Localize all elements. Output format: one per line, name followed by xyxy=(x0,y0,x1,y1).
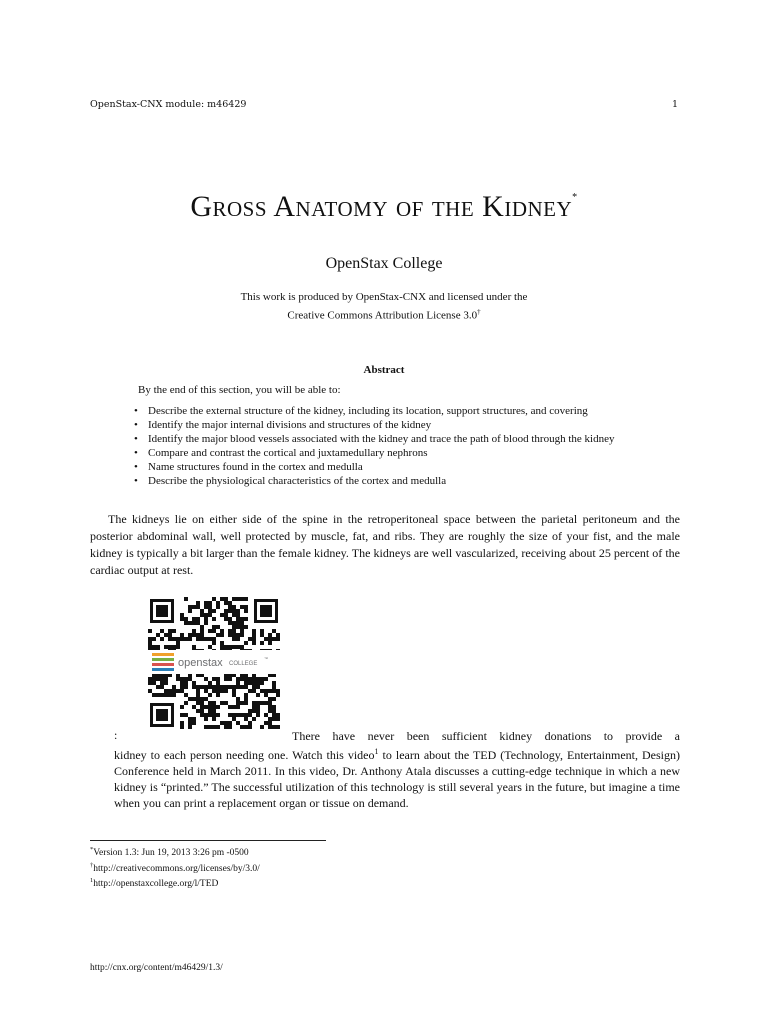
title-text: Gross Anatomy of the Kidney xyxy=(190,190,573,223)
svg-text:openstax: openstax xyxy=(178,657,223,669)
license-line-2: Creative Commons Attribution License 3.0† xyxy=(287,308,481,322)
license-line-1: This work is produced by OpenStax-CNX and licensed under the xyxy=(240,291,528,303)
license-statement xyxy=(0,290,768,324)
body-paragraph: The kidneys lie on either side of the spine in the retroperitoneal space between the parietal peritoneum and the posterior abdominal wall, well protected by muscle, fat, and ribs. They are roughly the size of your fist, and the male kidney is typically a bit larger than the female kidney. The kidneys are well vascularized, receiving about 25 percent of the cardiac output at rest. xyxy=(90,512,680,577)
qr-finder-top-right xyxy=(254,599,278,623)
list-item: • Identify the major blood vessels associated with the kidney and trace the path of blood through the kidney xyxy=(132,432,652,446)
author: OpenStax College xyxy=(325,255,443,272)
list-item: • Identify the major internal divisions and structures of the kidney xyxy=(132,418,652,432)
footnote-version: *Version 1.3: Jun 19, 2013 3:26 pm -0500 xyxy=(90,846,249,859)
list-item: • Describe the physiological characteristics of the cortex and medulla xyxy=(132,474,652,488)
title-footnote-mark: * xyxy=(572,192,578,203)
running-header-module: OpenStax-CNX module: m46429 xyxy=(90,99,247,110)
abstract-heading: Abstract xyxy=(363,364,405,376)
qr-finder-top-left xyxy=(150,599,174,623)
document-title xyxy=(0,190,768,224)
list-item: • Describe the external structure of the kidney, including its location, support structures, and covering xyxy=(132,404,652,418)
qr-finder-bottom-left xyxy=(150,703,174,727)
footnote-rule xyxy=(90,840,326,841)
note-paragraph: kidney to each person needing one. Watch this video$^1$ to learn about the TED (Technology, Entertainment, Design) Conference held in March 2011. In this video, Dr. Anthony Atala discusses a cutting-edge technique in which a new kidney is “printed.” The successful utilization of this technology is still several years in the future, but imagine a time when you can print a replacement organ or tissue on demand. xyxy=(114,747,680,810)
note-first-line: There have never been sufficient kidney donations to provide a xyxy=(292,729,680,743)
list-item: • Name structures found in the cortex and medulla xyxy=(132,460,652,474)
svg-text:COLLEGE: COLLEGE xyxy=(229,661,258,667)
footnote-license-link[interactable]: †http://creativecommons.org/licenses/by/3.0/ xyxy=(90,861,260,874)
qr-colon: : xyxy=(114,728,118,742)
video-footnote-ref[interactable]: 1 xyxy=(374,747,379,756)
learning-objectives-list xyxy=(132,404,652,488)
page-number: 1 xyxy=(671,99,678,110)
list-item: • Compare and contrast the cortical and juxtamedullary nephrons xyxy=(132,446,652,460)
footnotes xyxy=(90,844,260,891)
footer-url[interactable]: http://cnx.org/content/m46429/1.3/ xyxy=(90,963,223,973)
license-footnote-mark: † xyxy=(477,308,481,316)
footnote-video-link[interactable]: $^1$http://openstaxcollege.org/l/TED xyxy=(90,877,219,890)
abstract-intro: By the end of this section, you will be able to: xyxy=(138,384,341,396)
qr-code-image xyxy=(148,597,280,729)
svg-text:™: ™ xyxy=(264,656,268,661)
